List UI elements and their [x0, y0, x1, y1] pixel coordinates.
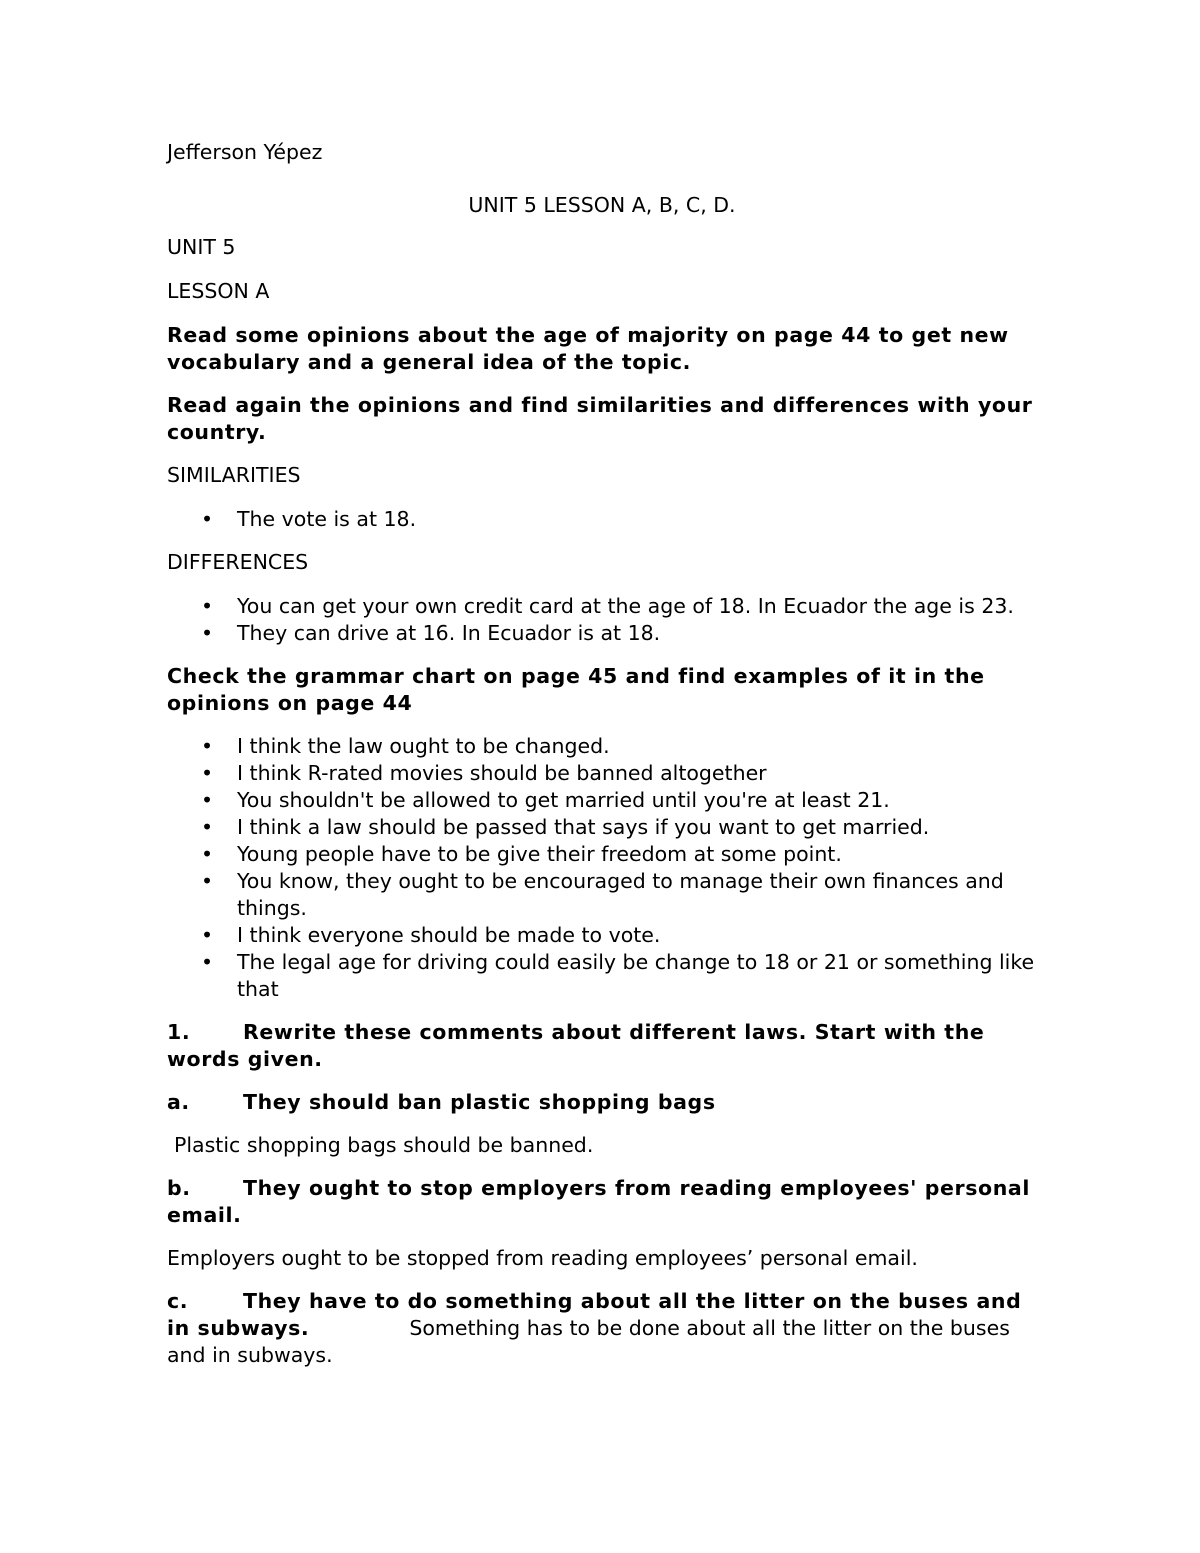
list-item: • The vote is at 18.	[201, 507, 417, 531]
unit-heading: UNIT 5	[167, 235, 236, 259]
list-item: • You know, they ought to be encouraged to manage their own finances and things.	[201, 869, 1004, 920]
document-body	[167, 139, 1037, 1369]
exercise-item-b-answer: Employers ought to be stopped from reading employees’ personal email.	[167, 1246, 918, 1270]
document-title: UNIT 5 LESSON A, B, C, D.	[468, 193, 736, 217]
bullet-icon: •	[201, 923, 214, 947]
item-label: b.	[167, 1176, 191, 1200]
exercise-item-c-prompt: They have to do something about all the litter on the buses and in subways.	[167, 1289, 1022, 1340]
bullet-icon: •	[201, 815, 214, 839]
list-item: • I think the law ought to be changed.	[201, 734, 610, 758]
list-item: • I think R-rated movies should be banned altogether	[201, 761, 767, 785]
lesson-heading: LESSON A	[167, 279, 270, 303]
list-item: • They can drive at 16. In Ecuador is at 18.	[201, 621, 661, 645]
instruction-3: Check the grammar chart on page 45 and find examples of it in the opinions on page 44	[167, 664, 985, 715]
exercise-item-c-answer: Something has to be done about all the litter on the buses and in subways.	[167, 1316, 1010, 1367]
exercise-item-b-prompt: b. They ought to stop employers from reading employees' personal email.	[167, 1176, 1030, 1227]
exercise-instruction: 1. Rewrite these comments about different laws. Start with the words given.	[167, 1020, 985, 1071]
similarities-list	[167, 506, 1037, 533]
exercise-item-a-answer: Plastic shopping bags should be banned.	[174, 1133, 594, 1157]
exercise-number: 1.	[167, 1020, 191, 1044]
author-name: Jefferson Yépez	[167, 140, 323, 164]
item-label: c.	[167, 1289, 189, 1313]
differences-heading: DIFFERENCES	[167, 550, 309, 574]
bullet-icon: •	[201, 761, 214, 785]
bullet-icon: •	[201, 621, 214, 645]
bullet-icon: •	[201, 507, 214, 531]
similarities-heading: SIMILARITIES	[167, 463, 301, 487]
exercise-item-c	[167, 1288, 1037, 1369]
bullet-icon: •	[201, 788, 214, 812]
bullet-icon: •	[201, 734, 214, 758]
item-label: a.	[167, 1090, 190, 1114]
list-item: • Young people have to be give their freedom at some point.	[201, 842, 842, 866]
list-item: • The legal age for driving could easily be change to 18 or 21 or something like that	[201, 950, 1035, 1001]
list-item: • I think everyone should be made to vote.	[201, 923, 661, 947]
differences-list	[167, 593, 1037, 647]
bullet-icon: •	[201, 594, 214, 618]
examples-list	[167, 733, 1037, 1003]
list-item: • You shouldn't be allowed to get married until you're at least 21.	[201, 788, 890, 812]
bullet-icon: •	[201, 950, 214, 974]
instruction-2: Read again the opinions and find similarities and differences with your country.	[167, 393, 1033, 444]
exercise-item-a-prompt: a. They should ban plastic shopping bags	[167, 1090, 716, 1114]
instruction-1: Read some opinions about the age of majority on page 44 to get new vocabulary and a general idea of the topic.	[167, 323, 1009, 374]
bullet-icon: •	[201, 842, 214, 866]
bullet-icon: •	[201, 869, 214, 893]
list-item: • You can get your own credit card at the age of 18. In Ecuador the age is 23.	[201, 594, 1014, 618]
list-item: • I think a law should be passed that says if you want to get married.	[201, 815, 930, 839]
